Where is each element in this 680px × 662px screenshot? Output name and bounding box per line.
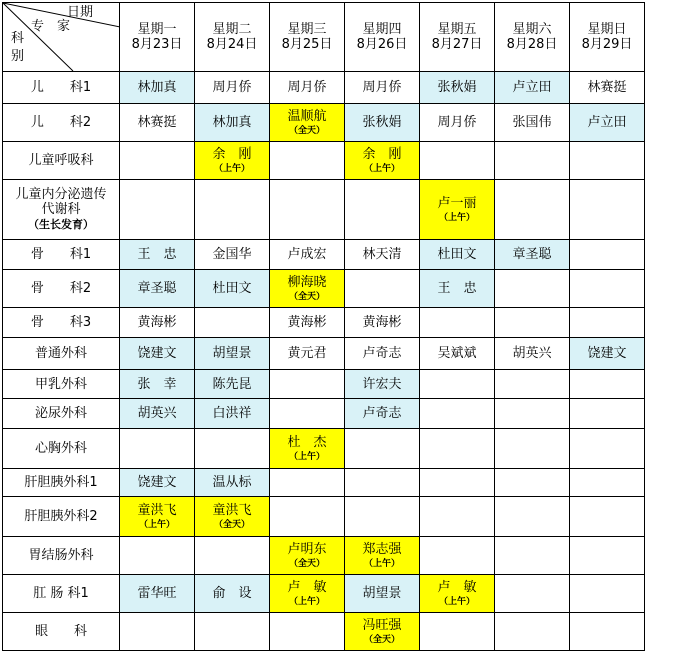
doctor-name: 陈先昆: [212, 376, 252, 392]
schedule-cell: [420, 613, 495, 651]
schedule-cell: [420, 240, 495, 270]
department-name: 肝胆胰外科2: [24, 509, 98, 524]
doctor-name: 饶建文: [137, 346, 177, 361]
doctor-name: 胡英兴: [512, 346, 552, 361]
schedule-cell: [570, 270, 645, 308]
schedule-cell: [495, 338, 570, 370]
schedule-cell: [270, 370, 345, 399]
session-note: （全天）: [288, 125, 325, 136]
schedule-cell: [345, 104, 420, 142]
doctor-name: 卢立田: [512, 80, 552, 95]
schedule-cell: [345, 370, 420, 399]
department-name: 胃结肠外科: [28, 548, 94, 563]
doctor-name: 卢奇志: [362, 346, 402, 361]
doctor-name: 杜田文: [212, 281, 252, 296]
schedule-cell: [120, 308, 195, 338]
schedule-cell: [345, 537, 420, 575]
schedule-cell: [270, 240, 345, 270]
day-weekday: 星期三: [287, 22, 327, 37]
schedule-cell: [120, 270, 195, 308]
doctor-name: 周月侨: [362, 80, 402, 95]
department-cell: [3, 429, 120, 469]
session-note: （上午）: [363, 163, 400, 174]
doctor-name: 王 忠: [137, 247, 177, 262]
schedule-cell: [195, 240, 270, 270]
schedule-cell: [495, 270, 570, 308]
day-date: 8月26日: [356, 37, 408, 52]
day-weekday: 星期五: [437, 22, 477, 37]
schedule-cell: [270, 142, 345, 180]
table-row: [3, 399, 645, 429]
day-weekday: 星期二: [212, 22, 252, 37]
schedule-cell: [345, 575, 420, 613]
doctor-name: 卢奇志: [362, 406, 402, 421]
schedule-cell: [120, 180, 195, 240]
department-name: 儿 科1: [30, 80, 92, 95]
doctor-name: 白洪祥: [212, 406, 252, 421]
schedule-cell: [195, 429, 270, 469]
doctor-name: 卢成宏: [287, 247, 327, 262]
schedule-cell: [345, 72, 420, 104]
table-row: [3, 240, 645, 270]
department-cell: [3, 537, 120, 575]
schedule-cell: [570, 180, 645, 240]
session-note: （上午）: [213, 163, 250, 174]
doctor-name: 杜 杰: [287, 434, 327, 450]
schedule-cell: [570, 142, 645, 180]
table-row: [3, 575, 645, 613]
schedule-cell: [270, 429, 345, 469]
corner-dept-label-2: 别: [11, 49, 25, 64]
schedule-cell: [495, 575, 570, 613]
department-name: 骨 科1: [30, 247, 92, 262]
doctor-name: 卢 敏: [287, 579, 327, 595]
doctor-name: 周月侨: [212, 80, 252, 95]
doctor-name: 胡望景: [362, 586, 402, 601]
doctor-name: 张秋娟: [437, 80, 477, 95]
day-header: [195, 3, 270, 72]
department-cell: [3, 142, 120, 180]
department-cell: [3, 308, 120, 338]
doctor-name: 章圣聪: [512, 247, 552, 262]
schedule-cell: [495, 240, 570, 270]
day-weekday: 星期四: [362, 22, 402, 37]
department-subtitle: （生长发育）: [28, 218, 94, 231]
department-cell: [3, 72, 120, 104]
schedule-cell: [495, 104, 570, 142]
schedule-cell: [420, 469, 495, 497]
doctor-name: 卢一丽: [437, 195, 477, 211]
session-note: （全天）: [363, 634, 400, 645]
schedule-cell: [270, 270, 345, 308]
schedule-cell: [495, 497, 570, 537]
day-date: 8月29日: [581, 37, 633, 52]
department-cell: [3, 270, 120, 308]
header-row: [3, 3, 645, 72]
schedule-cell: [495, 180, 570, 240]
table-row: [3, 72, 645, 104]
schedule-cell: [345, 338, 420, 370]
schedule-cell: [195, 613, 270, 651]
schedule-cell: [120, 537, 195, 575]
doctor-name: 饶建文: [137, 475, 177, 490]
schedule-cell: [495, 469, 570, 497]
schedule-cell: [495, 613, 570, 651]
schedule-cell: [120, 613, 195, 651]
corner-cell: [3, 3, 120, 72]
department-name: 眼 科: [34, 624, 87, 639]
day-date: 8月23日: [131, 37, 183, 52]
department-name: 骨 科3: [30, 315, 92, 330]
schedule-cell: [120, 338, 195, 370]
schedule-cell: [495, 308, 570, 338]
schedule-cell: [570, 613, 645, 651]
schedule-cell: [195, 180, 270, 240]
schedule-cell: [195, 308, 270, 338]
doctor-name: 许宏夫: [362, 376, 402, 392]
day-header: [270, 3, 345, 72]
schedule-cell: [570, 469, 645, 497]
schedule-cell: [270, 308, 345, 338]
doctor-name: 黄海彬: [362, 315, 402, 330]
department-name: 泌尿外科: [34, 406, 87, 421]
doctor-name: 金国华: [212, 247, 252, 262]
doctor-name: 黄元君: [287, 346, 327, 361]
doctor-name: 卢立田: [587, 115, 627, 130]
schedule-cell: [420, 180, 495, 240]
schedule-cell: [420, 497, 495, 537]
schedule-cell: [570, 370, 645, 399]
schedule-cell: [195, 142, 270, 180]
schedule-cell: [270, 180, 345, 240]
doctor-name: 周月侨: [437, 115, 477, 130]
schedule-cell: [420, 370, 495, 399]
schedule-cell: [570, 240, 645, 270]
department-name: 肝胆胰外科1: [24, 475, 98, 490]
table-row: [3, 370, 645, 399]
department-cell: [3, 338, 120, 370]
schedule-cell: [120, 240, 195, 270]
schedule-cell: [120, 469, 195, 497]
day-date: 8月24日: [206, 37, 258, 52]
doctor-name: 雷华旺: [137, 586, 177, 601]
schedule-cell: [495, 72, 570, 104]
department-cell: [3, 469, 120, 497]
schedule-cell: [570, 575, 645, 613]
schedule-cell: [120, 370, 195, 399]
session-note: （上午）: [288, 596, 325, 607]
schedule-cell: [120, 497, 195, 537]
day-header: [495, 3, 570, 72]
table-row: [3, 104, 645, 142]
table-row: [3, 429, 645, 469]
day-weekday: 星期日: [587, 22, 627, 37]
department-cell: [3, 240, 120, 270]
day-date: 8月25日: [281, 37, 333, 52]
doctor-name: 饶建文: [587, 346, 627, 361]
department-cell: [3, 399, 120, 429]
department-name: 心胸外科: [34, 441, 87, 456]
schedule-cell: [570, 429, 645, 469]
table-row: [3, 469, 645, 497]
schedule-cell: [345, 180, 420, 240]
schedule-cell: [195, 370, 270, 399]
doctor-name: 温顺航: [287, 108, 327, 124]
table-row: [3, 497, 645, 537]
department-cell: [3, 497, 120, 537]
doctor-name: 周月侨: [287, 80, 327, 95]
schedule-cell: [345, 270, 420, 308]
doctor-name: 童洪飞: [137, 502, 177, 518]
schedule-cell: [570, 338, 645, 370]
doctor-name: 吴斌斌: [437, 346, 477, 361]
doctor-name: 张秋娟: [362, 115, 402, 130]
table-row: [3, 613, 645, 651]
table-row: [3, 338, 645, 370]
schedule-cell: [495, 399, 570, 429]
department-cell: [3, 104, 120, 142]
doctor-name: 冯旺强: [362, 617, 402, 633]
day-header: [120, 3, 195, 72]
schedule-cell: [345, 497, 420, 537]
doctor-name: 林加真: [137, 80, 177, 95]
doctor-name: 余 刚: [212, 146, 252, 162]
schedule-cell: [270, 575, 345, 613]
schedule-cell: [195, 72, 270, 104]
department-name: 儿童呼吸科: [28, 153, 94, 168]
schedule-cell: [270, 399, 345, 429]
schedule-cell: [195, 399, 270, 429]
schedule-table: [2, 2, 645, 651]
doctor-name: 林天清: [362, 247, 402, 262]
schedule-cell: [570, 537, 645, 575]
corner-expert-label: 专 家: [31, 19, 71, 34]
doctor-name: 林赛挺: [137, 115, 177, 130]
day-header: [345, 3, 420, 72]
department-cell: [3, 613, 120, 651]
day-weekday: 星期六: [512, 22, 552, 37]
doctor-name: 林赛挺: [587, 80, 627, 95]
day-date: 8月28日: [506, 37, 558, 52]
schedule-cell: [420, 429, 495, 469]
schedule-cell: [420, 399, 495, 429]
doctor-name: 章圣聪: [137, 281, 177, 296]
doctor-name: 郑志强: [362, 541, 402, 557]
schedule-cell: [120, 72, 195, 104]
table-row: [3, 270, 645, 308]
day-date: 8月27日: [431, 37, 483, 52]
doctor-name: 温从标: [212, 475, 252, 490]
schedule-cell: [570, 72, 645, 104]
schedule-cell: [195, 270, 270, 308]
doctor-name: 俞 设: [212, 586, 252, 601]
schedule-cell: [420, 270, 495, 308]
schedule-cell: [195, 469, 270, 497]
schedule-cell: [120, 142, 195, 180]
schedule-cell: [270, 104, 345, 142]
doctor-name: 王 忠: [437, 281, 477, 296]
day-header: [570, 3, 645, 72]
doctor-name: 黄海彬: [287, 315, 327, 330]
schedule-cell: [420, 338, 495, 370]
schedule-cell: [120, 575, 195, 613]
corner-dept-label-1: 科: [11, 31, 25, 46]
schedule-cell: [345, 142, 420, 180]
session-note: （上午）: [288, 451, 325, 462]
schedule-cell: [495, 537, 570, 575]
department-name: 肛 肠 科1: [33, 586, 89, 601]
session-note: （全天）: [288, 558, 325, 569]
schedule-cell: [345, 469, 420, 497]
department-name: 骨 科2: [30, 281, 92, 296]
session-note: （上午）: [363, 558, 400, 569]
schedule-cell: [270, 613, 345, 651]
corner-date-label: 日期: [67, 5, 94, 20]
schedule-cell: [120, 429, 195, 469]
doctor-name: 胡英兴: [137, 406, 177, 421]
session-note: （全天）: [288, 291, 325, 302]
schedule-cell: [345, 429, 420, 469]
schedule-cell: [270, 338, 345, 370]
schedule-cell: [270, 497, 345, 537]
schedule-cell: [345, 399, 420, 429]
doctor-name: 卢明东: [287, 541, 327, 557]
day-weekday: 星期一: [137, 22, 177, 37]
session-note: （上午）: [438, 596, 475, 607]
session-note: （上午）: [438, 212, 475, 223]
schedule-cell: [195, 537, 270, 575]
schedule-cell: [570, 399, 645, 429]
doctor-name: 张 幸: [137, 376, 177, 392]
schedule-cell: [570, 308, 645, 338]
schedule-cell: [270, 72, 345, 104]
schedule-cell: [345, 613, 420, 651]
doctor-name: 杜田文: [437, 247, 477, 262]
doctor-name: 黄海彬: [137, 315, 177, 330]
schedule-cell: [195, 575, 270, 613]
schedule-cell: [495, 142, 570, 180]
schedule-cell: [420, 575, 495, 613]
table-row: [3, 180, 645, 240]
department-name: 儿 科2: [30, 115, 92, 130]
schedule-cell: [495, 370, 570, 399]
day-header: [420, 3, 495, 72]
schedule-cell: [420, 72, 495, 104]
schedule-cell: [345, 240, 420, 270]
doctor-name: 柳海晓: [287, 274, 327, 290]
schedule-cell: [420, 308, 495, 338]
doctor-name: 林加真: [212, 115, 252, 130]
department-cell: [3, 180, 120, 240]
department-name: 儿童内分泌遗传 代谢科: [15, 187, 107, 217]
department-cell: [3, 575, 120, 613]
department-name: 甲乳外科: [34, 376, 87, 392]
schedule-cell: [120, 104, 195, 142]
doctor-name: 胡望景: [212, 346, 252, 361]
session-note: （全天）: [213, 519, 250, 530]
schedule-cell: [570, 104, 645, 142]
department-cell: [3, 370, 120, 399]
schedule-cell: [420, 142, 495, 180]
schedule-cell: [420, 104, 495, 142]
schedule-cell: [195, 338, 270, 370]
doctor-name: 卢 敏: [437, 579, 477, 595]
doctor-name: 张国伟: [512, 115, 552, 130]
table-row: [3, 142, 645, 180]
schedule-cell: [345, 308, 420, 338]
session-note: （上午）: [138, 519, 175, 530]
schedule-cell: [120, 399, 195, 429]
schedule-cell: [270, 537, 345, 575]
schedule-cell: [195, 104, 270, 142]
schedule-cell: [195, 497, 270, 537]
schedule-cell: [270, 469, 345, 497]
table-row: [3, 308, 645, 338]
table-row: [3, 537, 645, 575]
department-name: 普通外科: [34, 346, 87, 361]
schedule-cell: [495, 429, 570, 469]
schedule-cell: [570, 497, 645, 537]
schedule-cell: [420, 537, 495, 575]
doctor-name: 童洪飞: [212, 502, 252, 518]
doctor-name: 余 刚: [362, 146, 402, 162]
